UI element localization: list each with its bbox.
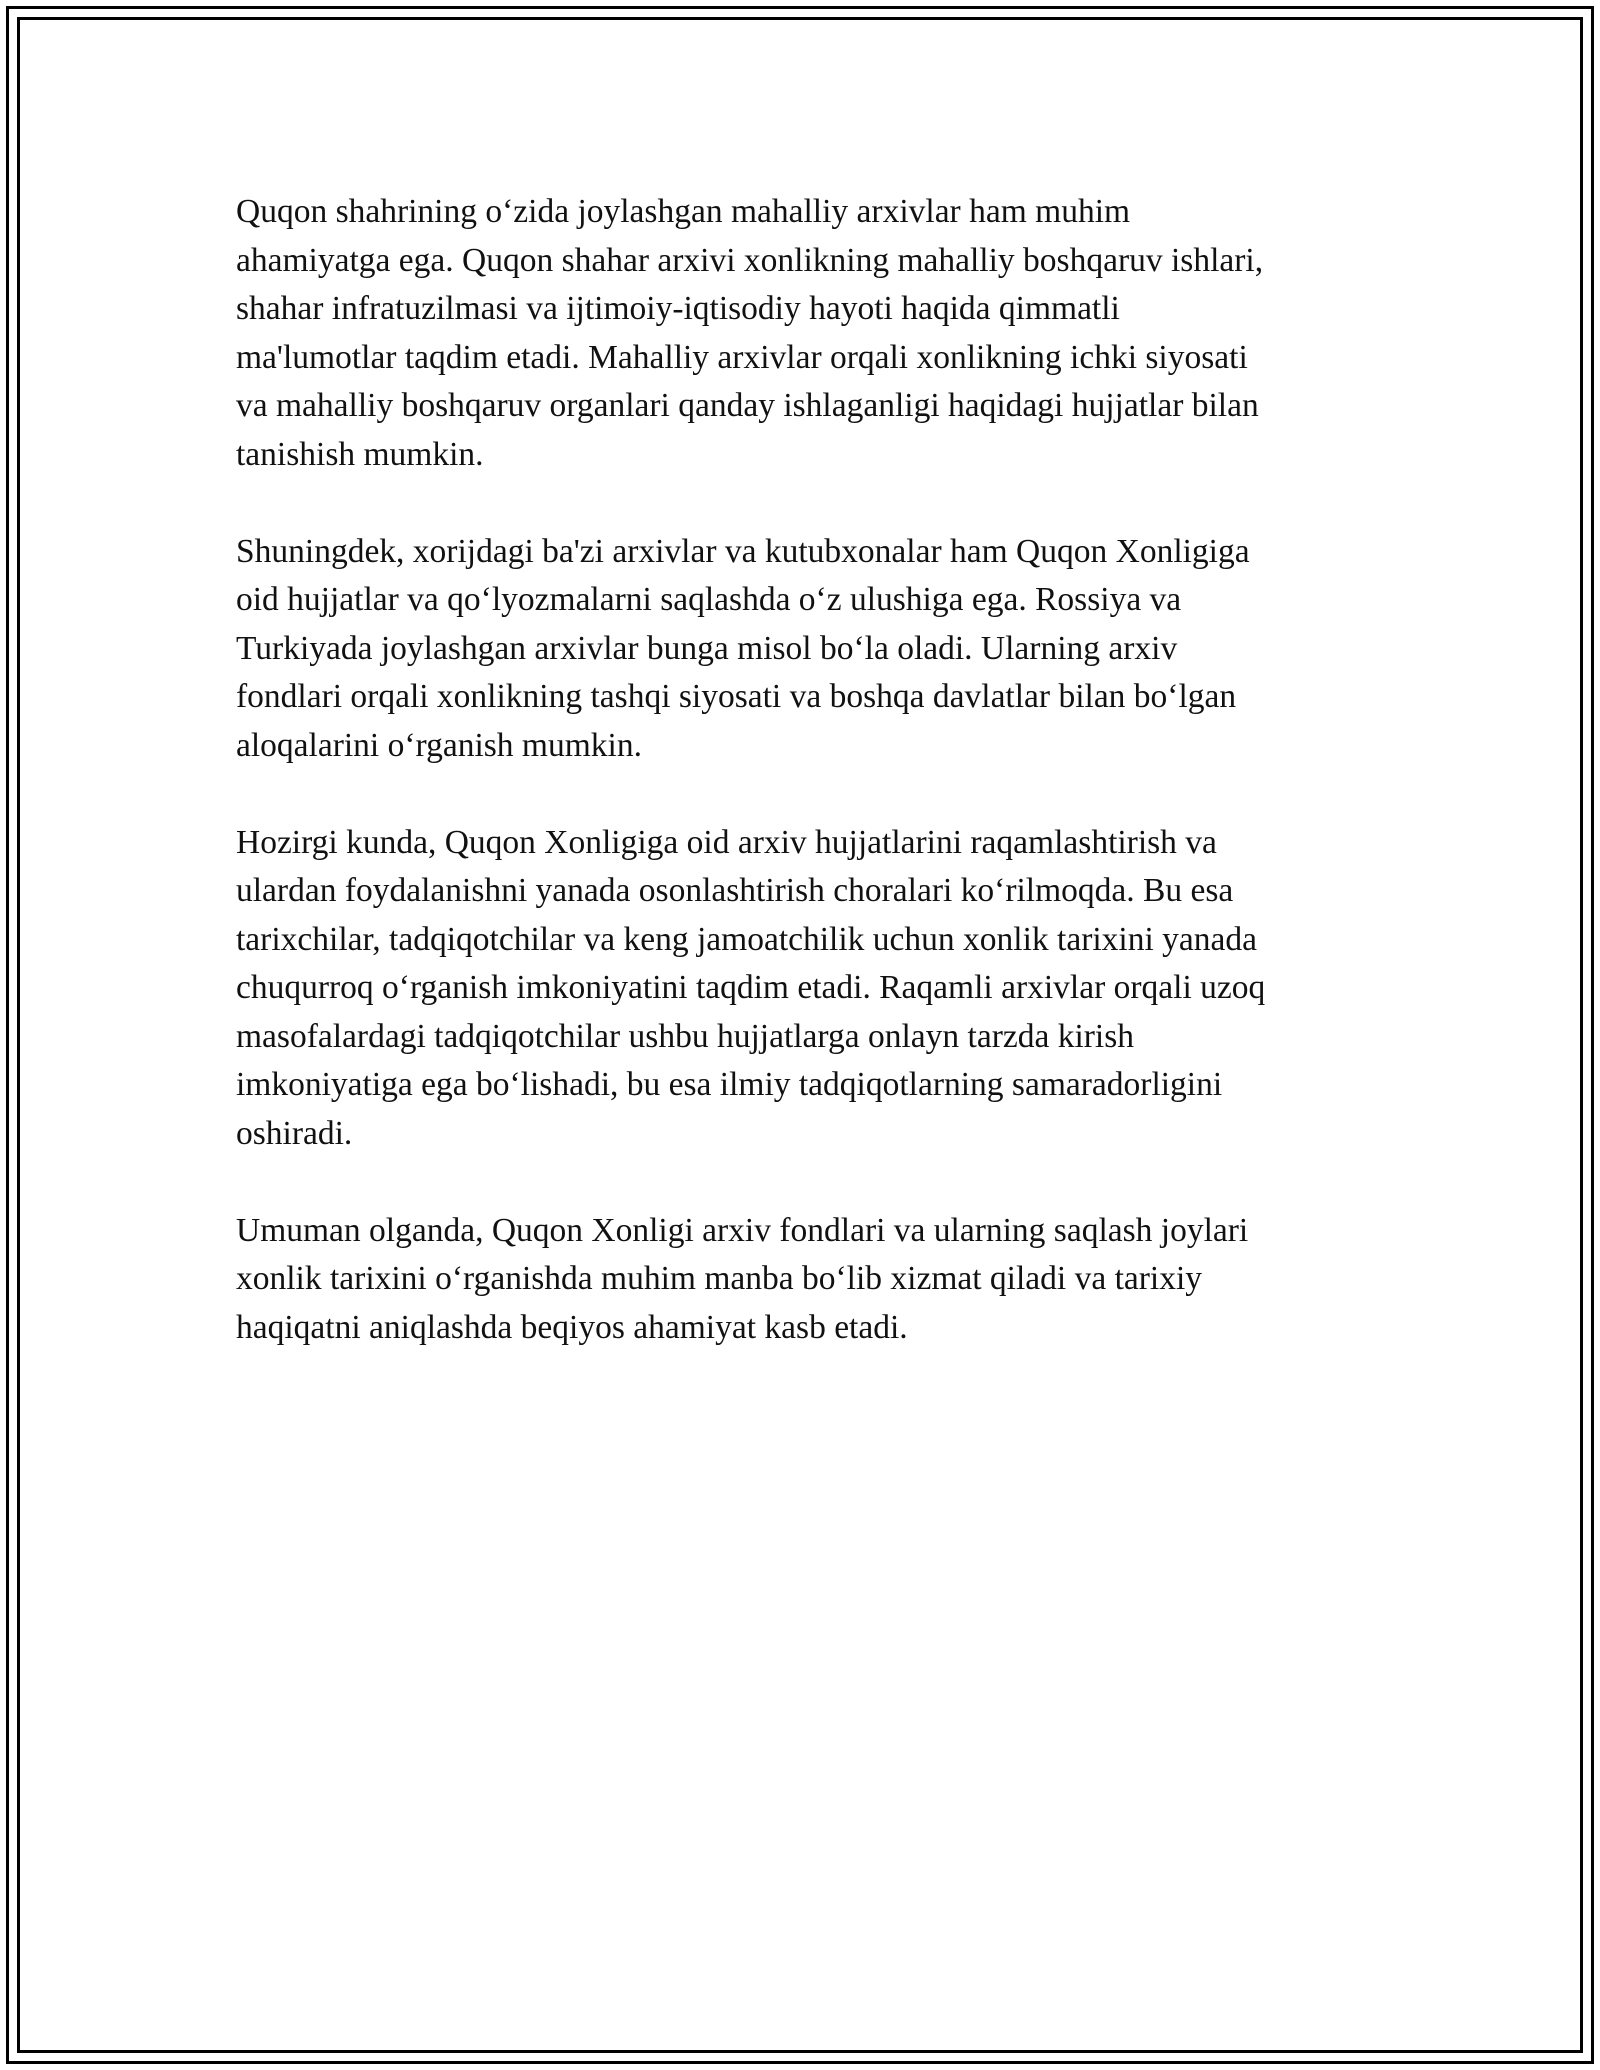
text-line: ahamiyatga ega. Quqon shahar arxivi xonlikning mahalliy boshqaruv ishlari, [236,241,1264,279]
text-line: xonlik tarixini o‘rganishda muhim manba bo‘lib xizmat qiladi va tarixiy [236,1260,1203,1297]
text-line: shahar infratuzilmasi va ijtimoiy-iqtisodiy hayoti haqida qimmatli [236,290,1120,327]
paragraph-2 [236,528,1376,771]
text-line: masofalardagi tadqiqotchilar ushbu hujjatlarga onlayn tarzda kirish [236,1017,1135,1055]
text-line: imkoniyatiga ega bo‘lishadi, bu esa ilmiy tadqiqotlarning samaradorligini [236,1066,1223,1103]
text-line: Umuman olganda, Quqon Xonligi arxiv fondlari va ularning saqlash joylari [236,1211,1249,1249]
text-line: Shuningdek, xorijdagi ba'zi arxivlar va kutubxonalar ham Quqon Xonligiga [236,532,1250,570]
text-line: oshiradi. [236,1114,353,1152]
document-body [236,188,1376,1401]
paragraph-1 [236,188,1376,479]
paragraph-3 [236,819,1376,1159]
text-line: aloqalarini o‘rganish mumkin. [236,726,642,764]
text-line: ulardan foydalanishni yanada osonlashtirish choralari ko‘rilmoqda. Bu esa [236,872,1234,909]
text-line: Hozirgi kunda, Quqon Xonligiga oid arxiv hujjatlarini raqamlashtirish va [236,823,1217,861]
text-line: Turkiyada joylashgan arxivlar bunga misol bo‘la oladi. Ularning arxiv [236,629,1178,667]
text-line: oid hujjatlar va qo‘lyozmalarni saqlashda o‘z ulushiga ega. Rossiya va [236,581,1182,618]
text-line: haqiqatni aniqlashda beqiyos ahamiyat kasb etadi. [236,1308,908,1346]
text-line: fondlari orqali xonlikning tashqi siyosati va boshqa davlatlar bilan bo‘lgan [236,678,1237,715]
text-line: chuqurroq o‘rganish imkoniyatini taqdim etadi. Raqamli arxivlar orqali uzoq [236,969,1266,1006]
text-line: ma'lumotlar taqdim etadi. Mahalliy arxivlar orqali xonlikning ichki siyosati [236,338,1248,376]
text-line: tarixchilar, tadqiqotchilar va keng jamoatchilik uchun xonlik tarixini yanada [236,920,1258,958]
text-line: va mahalliy boshqaruv organlari qanday ishlaganligi haqidagi hujjatlar bilan [236,387,1259,424]
paragraph-4 [236,1207,1376,1353]
text-line: Quqon shahrining o‘zida joylashgan mahalliy arxivlar ham muhim [236,193,1131,230]
text-line: tanishish mumkin. [236,435,484,473]
